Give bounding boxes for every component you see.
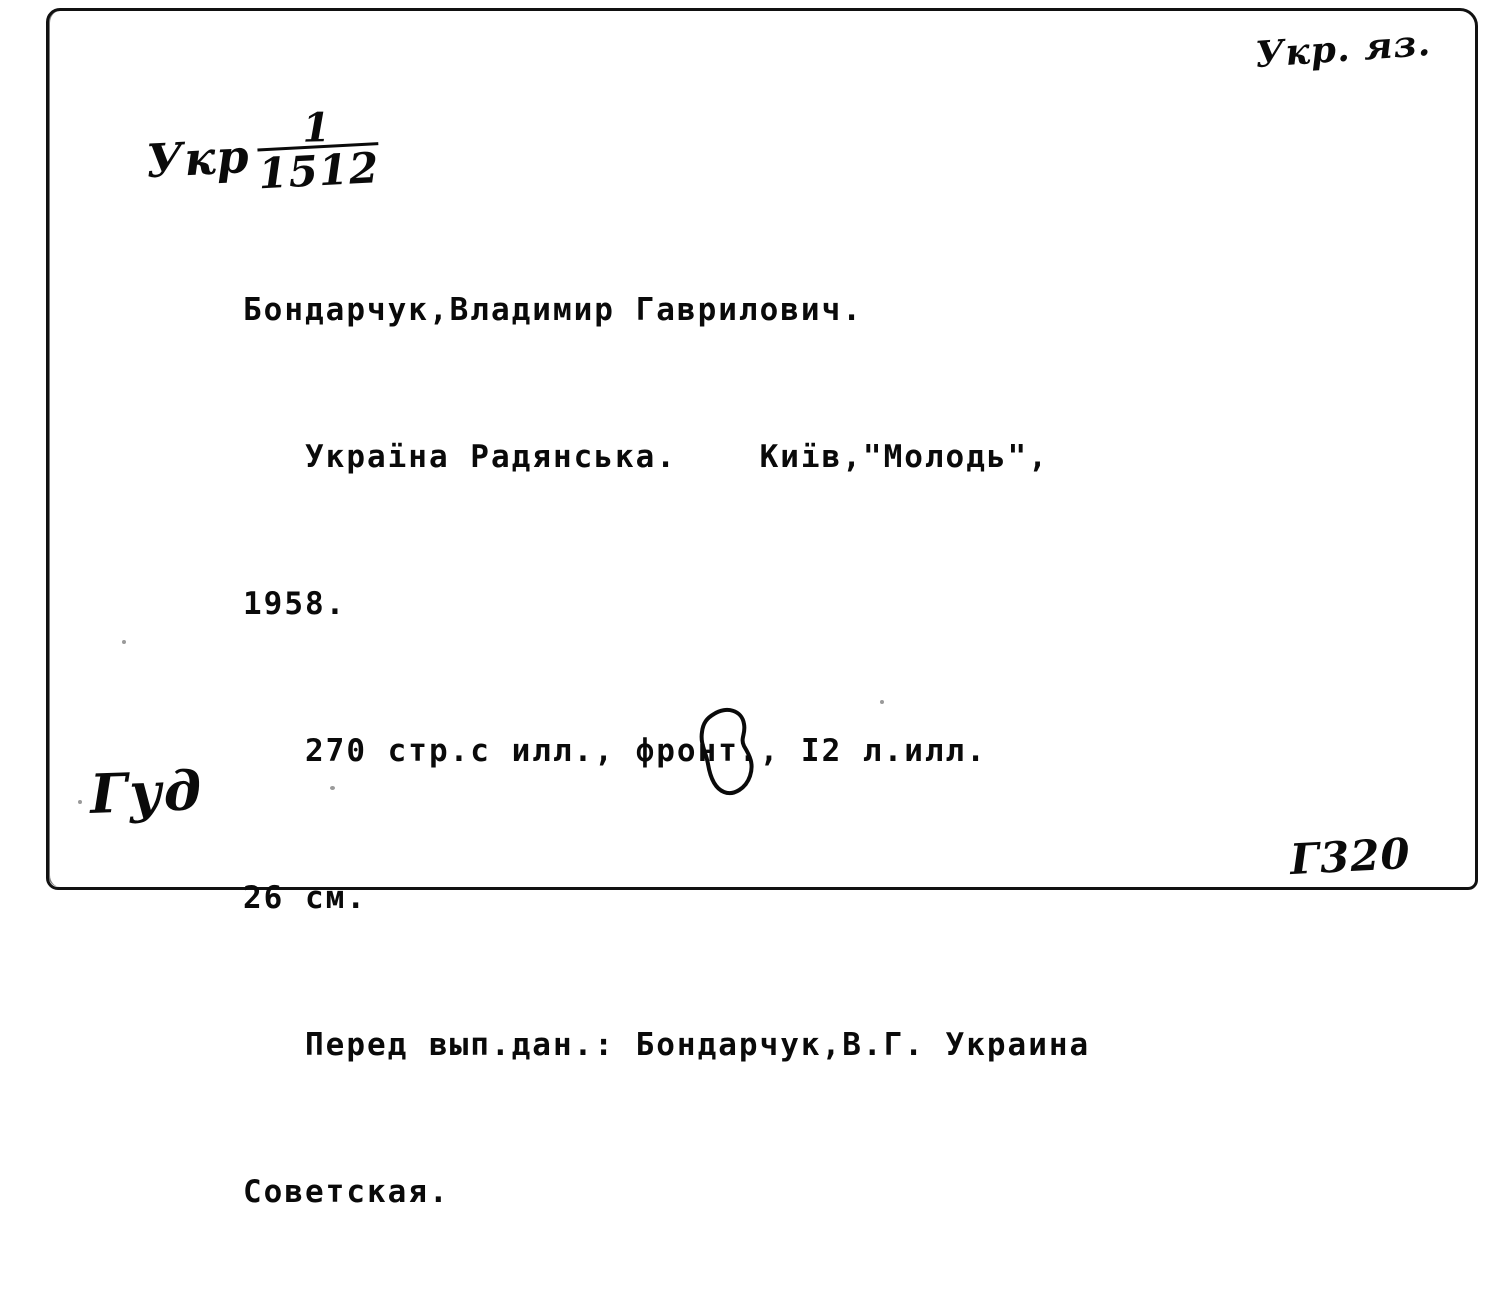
call-number-prefix: Укр [144,128,251,189]
bottom-left-annotation: Гуд [88,758,205,826]
bottom-right-annotation: Г320 [1289,828,1413,885]
call-number-denominator: 1512 [257,143,381,199]
call-number-numerator: 1 [301,104,332,152]
paper-speck [880,700,884,704]
language-tag-annotation: Укр. яз. [1253,21,1433,77]
ink-blot-icon [692,706,766,798]
entry-line-collation: 270 стр.с илл., фронт., I2 л.илл. [243,733,987,769]
paper-speck [330,786,335,790]
entry-line-note: Перед вып.дан.: Бондарчук,В.Г. Украина [243,1027,1091,1063]
entry-line-author: Бондарчук,Владимир Гаврилович. [243,292,863,328]
call-number-fraction [255,104,381,199]
entry-line-title: Україна Радянська. Київ,"Молодь", [243,439,1049,475]
bibliographic-entry [243,188,1090,1315]
paper-speck [78,800,82,804]
entry-line-note-cont: Советская. [243,1174,450,1210]
entry-line-size: 26 см. [243,880,367,916]
paper-speck [122,640,126,644]
entry-line-year: 1958. [243,586,347,622]
